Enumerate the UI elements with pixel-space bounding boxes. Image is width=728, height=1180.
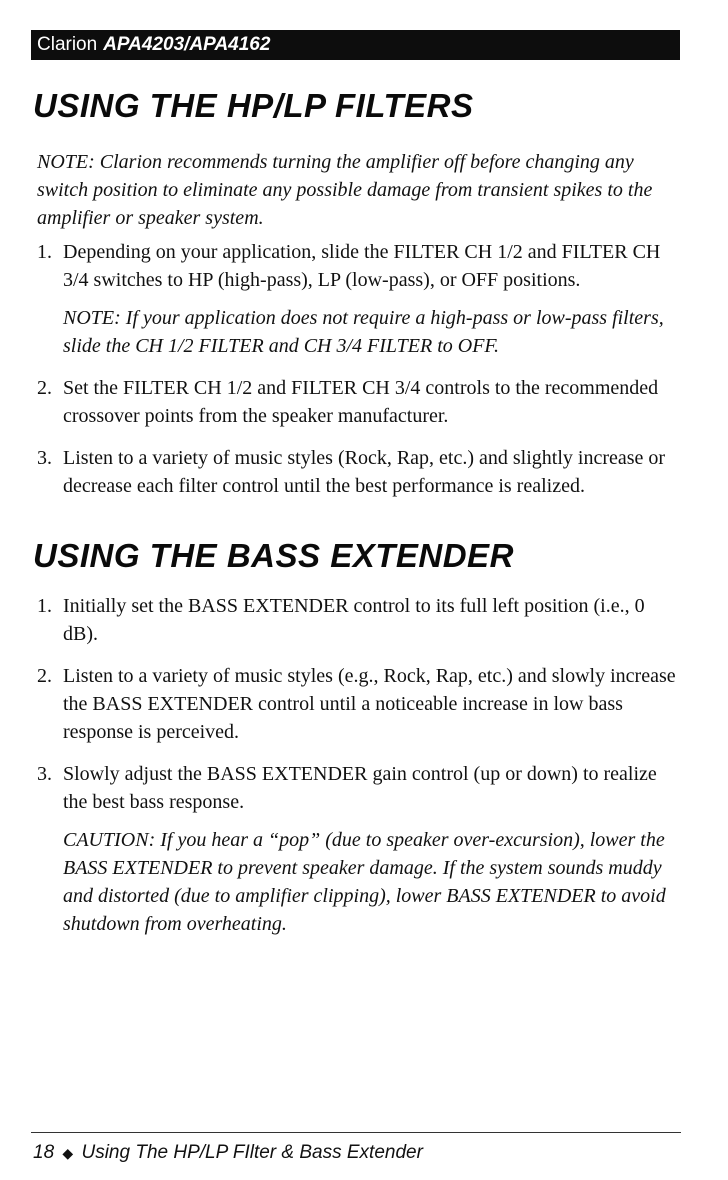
filter-steps-list <box>37 238 677 500</box>
step-text: Initially set the BASS EXTENDER control to its full left position (i.e., 0 dB). <box>63 595 645 645</box>
page-footer <box>33 1140 423 1166</box>
list-item <box>37 662 677 746</box>
step-number: 3. <box>37 447 52 469</box>
diamond-icon: ◆ <box>62 1145 74 1161</box>
bass-steps-list <box>37 592 677 938</box>
step-number: 3. <box>37 763 52 785</box>
section-title-filters: USING THE HP/LP FILTERS <box>33 87 474 124</box>
note-amplifier-off: NOTE: Clarion recommends turning the amplifier off before changing any switch position to eliminate any possible damage from transient spikes to the amplifier or speaker system. <box>37 151 653 229</box>
list-item <box>37 592 677 648</box>
step-number: 1. <box>37 241 52 263</box>
step-text: Listen to a variety of music styles (Rock, Rap, etc.) and slightly increase or decrease each filter control until the best performance is realized. <box>63 447 666 497</box>
list-item <box>37 444 677 500</box>
page-number: 18 <box>33 1142 55 1163</box>
running-header <box>31 30 680 60</box>
step-number: 1. <box>37 595 52 617</box>
brand-name: Clarion <box>37 34 98 55</box>
step-number: 2. <box>37 665 52 687</box>
section-title-bass-extender: USING THE BASS EXTENDER <box>33 537 514 574</box>
caution-note: CAUTION: If you hear a “pop” (due to speaker over-excursion), lower the BASS EXTENDER to prevent speaker damage. If the system sounds muddy and distorted (due to amplifier clipping), lower BASS EXTENDER to avoid shutdown from overheating. <box>63 829 666 935</box>
list-item <box>37 374 677 430</box>
footer-divider <box>31 1132 681 1133</box>
step-text: Listen to a variety of music styles (e.g., Rock, Rap, etc.) and slowly increase the BASS EXTENDER control until a noticeable increase in low bass response is perceived. <box>63 665 676 743</box>
model-number: APA4203/APA4162 <box>103 34 271 55</box>
list-item <box>37 238 677 360</box>
step-text: Slowly adjust the BASS EXTENDER gain control (up or down) to realize the best bass response. <box>63 763 657 813</box>
step-text: Depending on your application, slide the FILTER CH 1/2 and FILTER CH 3/4 switches to HP (high-pass), LP (low-pass), or OFF positions. <box>63 241 661 291</box>
step-text: Set the FILTER CH 1/2 and FILTER CH 3/4 controls to the recommended crossover points from the speaker manufacturer. <box>63 377 659 427</box>
step-note: NOTE: If your application does not require a high-pass or low-pass filters, slide the CH 1/2 FILTER and CH 3/4 FILTER to OFF. <box>63 307 664 357</box>
footer-title: Using The HP/LP FIlter & Bass Extender <box>81 1142 423 1163</box>
step-number: 2. <box>37 377 52 399</box>
list-item <box>37 760 677 938</box>
